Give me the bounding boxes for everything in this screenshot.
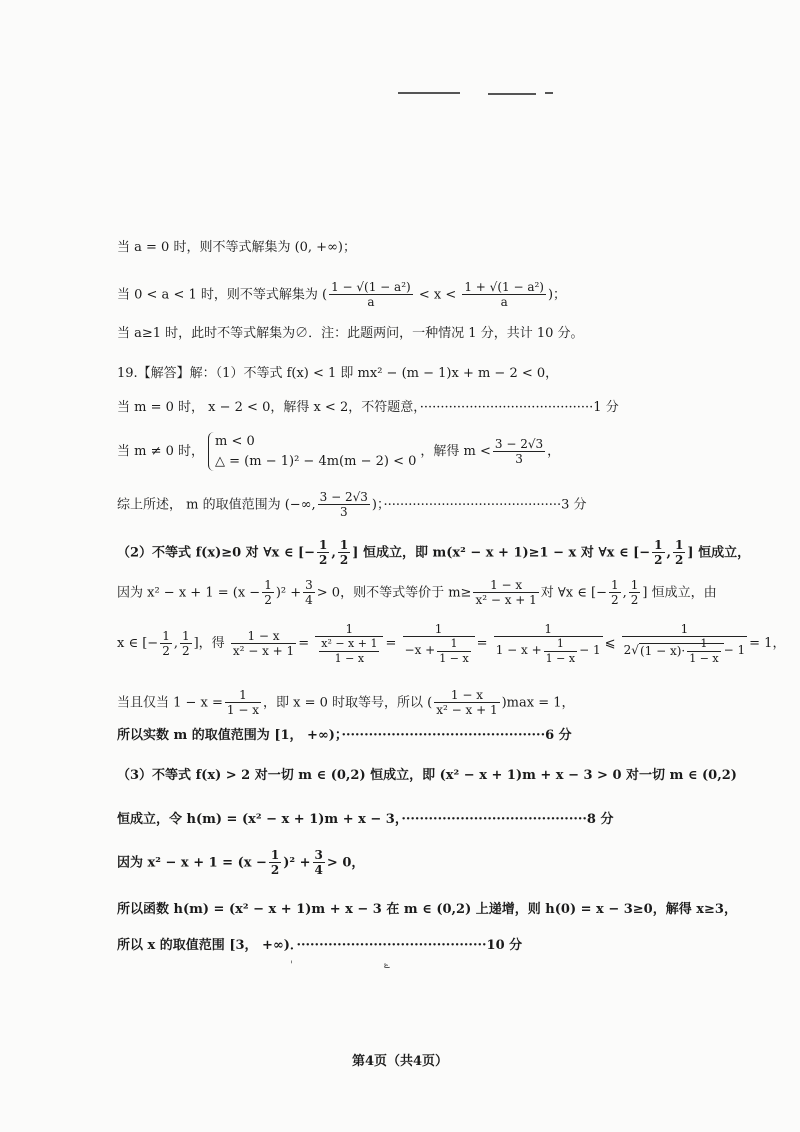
text-fragment: − 1 xyxy=(579,643,601,658)
numerator: 1 xyxy=(315,622,383,637)
text-fragment: )； xyxy=(547,287,567,303)
denominator: 1 − x xyxy=(689,651,719,665)
denominator: 2 xyxy=(319,553,328,568)
text-line xyxy=(117,768,737,784)
fraction xyxy=(652,538,664,568)
fraction xyxy=(434,688,499,718)
numerator: 3 − 2√3 xyxy=(494,436,544,451)
numerator: 1 xyxy=(264,578,272,592)
text-fragment: ，解得 m < xyxy=(420,444,491,459)
denominator: 2 xyxy=(675,553,684,568)
denominator: 4 xyxy=(314,863,323,878)
fraction xyxy=(315,622,383,665)
score-leader: ·············································6 分 xyxy=(341,728,572,743)
text-line-content: （3）不等式 f(x) > 2 对一切 m ∈ (0,2) 恒成立，即 (x² − x + 1)m + x − 3 > 0 对一切 m ∈ (0,2) xyxy=(117,768,737,783)
text-fragment: (1 − x)· xyxy=(639,643,686,658)
fraction xyxy=(493,437,545,467)
text-fragment: （2）不等式 f(x)≥0 对 ∀x ∈ [− xyxy=(117,545,316,561)
numerator: 1 xyxy=(494,622,603,637)
text-fragment: > 0，则不等式等价于 m≥ xyxy=(316,585,472,601)
fraction xyxy=(494,622,603,665)
text-fragment: = 1， xyxy=(749,635,786,651)
fraction xyxy=(303,578,315,608)
fraction xyxy=(437,637,470,664)
denominator: 1 − x xyxy=(334,651,365,665)
denominator: 4 xyxy=(305,593,313,608)
denominator: 2 xyxy=(654,553,663,568)
fraction xyxy=(673,538,685,568)
text-fragment: ] 恒成立， xyxy=(687,545,751,561)
numerator: 1 xyxy=(630,578,639,592)
text-fragment: 所以实数 m 的取值范围为 [1， +∞)； xyxy=(117,728,342,743)
scan-mark xyxy=(488,93,536,95)
denominator: 2 xyxy=(270,863,280,878)
denominator: a xyxy=(500,295,508,310)
fraction xyxy=(473,578,538,608)
scan-mark xyxy=(545,92,553,94)
numerator: 1 xyxy=(225,688,261,703)
equals-sign: = xyxy=(385,635,397,651)
text-fragment: 1 − x + xyxy=(495,643,542,658)
text-line: 因为 x² − x + 1 = (x − $\frac{1}{2}$ )² + $\frac{3}{4}$ > 0，则不等式等价于 m≥ $\frac{1 - x}{\text{x² − x + 1}}$ 对 ∀x ∈ [− $\frac{1}{2}$ , $\frac{1}{2}$ ] 恒成立，由 xyxy=(117,578,717,608)
fraction xyxy=(231,629,296,659)
numerator: 3 xyxy=(314,848,323,862)
numerator: 1 xyxy=(162,628,170,643)
text-line-content: 19.【解答】解：（1）不等式 f(x) < 1 即 mx² − (m − 1)x + m − 2 < 0， xyxy=(117,366,559,381)
fraction xyxy=(262,578,274,608)
denominator xyxy=(315,637,383,664)
text-fragment: 综上所述， m 的取值范围为 (−∞, xyxy=(117,497,316,513)
score-leader: ···········································3 分 xyxy=(383,497,587,513)
numerator: 1 xyxy=(622,622,748,637)
denominator: 2 xyxy=(264,593,272,608)
text-line xyxy=(117,902,737,918)
text-fragment: 当 m ≠ 0 时， xyxy=(117,444,205,459)
score-leader: ··········································1 分 xyxy=(419,400,619,415)
numerator: 1 − x xyxy=(473,578,538,593)
text-line-content: 所以函数 h(m) = (x² − x + 1)m + x − 3 在 m ∈ (0,2) 上递增，则 h(0) = x − 3≥0，解得 x≥3， xyxy=(117,902,737,917)
text-fragment: < x < xyxy=(414,287,461,303)
numerator: 1 xyxy=(181,628,190,643)
denominator: 1 − x xyxy=(226,703,260,718)
text-line-content: 当 a = 0 时，则不等式解集为 (0, +∞)； xyxy=(117,240,356,255)
fraction xyxy=(687,637,720,664)
fraction xyxy=(629,578,641,608)
numerator: 1 xyxy=(544,637,577,651)
numerator: 1 xyxy=(654,538,663,552)
text-line xyxy=(117,400,619,416)
numerator: 1 xyxy=(610,578,619,592)
text-line-content: 当 a≥1 时，此时不等式解集为∅．注：此题两问，一种情况 1 分，共计 10 分。 xyxy=(117,326,584,341)
denominator xyxy=(494,637,603,664)
numerator: 1 xyxy=(687,637,720,651)
denominator: x² − x + 1 xyxy=(436,703,498,718)
denominator: x² − x + 1 xyxy=(475,593,537,608)
numerator: 3 − 2√3 xyxy=(319,490,368,504)
text-line: （2）不等式 f(x)≥0 对 ∀x ∈ [− $\frac{1}{2}$ , $\frac{1}{2}$ ] 恒成立，即 m(x² − x + 1)≥1 − x 对 ∀x ∈ [− $\frac{1}{2}$ , $\frac{1}{2}$ ] 恒成立， xyxy=(117,538,751,568)
text-line xyxy=(117,812,614,828)
fraction xyxy=(160,629,172,659)
text-fragment: > 0， xyxy=(326,855,365,871)
text-line xyxy=(117,938,522,954)
text-fragment: 对 ∀x ∈ [− xyxy=(540,585,607,601)
fraction xyxy=(462,280,546,310)
text-fragment: 恒成立，令 h(m) = (x² − x + 1)m + x − 3， xyxy=(117,812,402,827)
fraction xyxy=(269,848,281,878)
numerator: 1 xyxy=(437,637,470,651)
denominator: 1 − x xyxy=(545,651,576,665)
text-fragment: 因为 x² − x + 1 = (x − xyxy=(117,855,267,871)
fraction xyxy=(317,538,329,568)
text-fragment: ] 恒成立，由 xyxy=(642,585,717,601)
equation-system xyxy=(208,432,416,471)
text-fragment: )² + xyxy=(283,855,311,871)
text-fragment: 2 xyxy=(623,643,632,658)
text-line xyxy=(117,728,572,744)
score-leader: ··········································10 分 xyxy=(296,938,523,953)
numerator: 1 + √(1 − a²) xyxy=(464,280,544,294)
numerator: 1 xyxy=(675,538,684,552)
text-line xyxy=(117,240,356,256)
text-line xyxy=(117,280,566,310)
equals-sign: = xyxy=(298,635,310,651)
denominator xyxy=(403,637,475,664)
numerator: 1 − x xyxy=(434,688,499,703)
text-fragment: x ∈ [− xyxy=(117,635,159,651)
text-fragment: ，即 x = 0 时取等号，所以 ( xyxy=(263,695,433,711)
text-fragment: ， xyxy=(547,444,561,459)
text-fragment: 当 0 < a < 1 时，则不等式解集为 ( xyxy=(117,287,328,303)
denominator: a xyxy=(367,295,375,310)
text-line xyxy=(117,432,560,471)
denominator: 1 − x xyxy=(439,651,469,665)
scan-speck: ' xyxy=(290,960,293,971)
page-footer: 第4页（共4页） xyxy=(351,1054,449,1069)
text-fragment: − 1 xyxy=(723,643,746,658)
question-heading xyxy=(117,366,558,382)
text-line xyxy=(117,326,584,342)
denominator: 2 xyxy=(181,643,190,658)
equation-chain: x ∈ [− $\frac{1}{2}$ , $\frac{1}{2}$ ]，得 $\frac{1 - x}{\text{x² − x + 1}}$ = $\frac{1}{\frac{\text{x² − x + 1}}{1 - x}}$ = 1 −x + $\frac{1}{1 - x}$ = 1 1 − x + $\frac{1}{1 - x}$ − 1 ⩽ 1 2√(1 − x)· $\frac{1}{1 - x}$ − 1 = 1， xyxy=(117,622,786,665)
text-fragment: ]，得 xyxy=(193,635,225,651)
text-fragment: ] 恒成立，即 m(x² − x + 1)≥1 − x 对 ∀x ∈ [− xyxy=(352,545,651,561)
fraction xyxy=(180,629,192,659)
text-fragment: )² + xyxy=(275,585,302,601)
system-row: m < 0 xyxy=(215,434,255,449)
denominator: 3 xyxy=(515,452,523,466)
fraction xyxy=(338,538,350,568)
numerator: 1 xyxy=(403,622,475,637)
fraction xyxy=(318,490,370,520)
text-line xyxy=(117,848,364,878)
denominator: 2 xyxy=(339,553,349,568)
denominator: 3 xyxy=(339,505,348,520)
text-fragment: 所以 x 的取值范围 [3， +∞)． xyxy=(117,938,297,953)
fraction xyxy=(622,622,748,665)
denominator: 2√(1 − x)· $\frac{1}{1 - x}$ − 1 xyxy=(623,637,746,665)
text-fragment: )max = 1， xyxy=(501,695,575,711)
denominator: 2 xyxy=(610,593,619,608)
fraction xyxy=(329,280,413,310)
score-leader: ·········································8 分 xyxy=(401,812,614,827)
scan-mark xyxy=(398,92,460,94)
text-fragment: 因为 x² − x + 1 = (x − xyxy=(117,585,261,601)
text-line xyxy=(117,490,587,520)
text-fragment: −x + xyxy=(404,643,436,658)
system-row: △ = (m − 1)² − 4m(m − 2) < 0 xyxy=(215,453,417,469)
numerator: 1 xyxy=(339,538,349,552)
text-fragment: 当 m = 0 时， x − 2 < 0，解得 x < 2，不符题意， xyxy=(117,400,420,415)
fraction xyxy=(544,637,577,664)
text-fragment: 当且仅当 1 − x = xyxy=(117,695,223,711)
fraction xyxy=(313,848,325,878)
fraction xyxy=(609,578,621,608)
numerator: 1 − x xyxy=(231,629,296,644)
numerator: x² − x + 1 xyxy=(321,637,378,651)
numerator: 3 xyxy=(305,578,313,592)
text-line xyxy=(117,688,575,718)
equals-sign: = xyxy=(476,635,488,651)
denominator: 2 xyxy=(162,643,170,658)
numerator: 1 xyxy=(319,538,328,552)
fraction xyxy=(225,688,261,718)
denominator: x² − x + 1 xyxy=(232,643,295,658)
fraction xyxy=(319,637,379,664)
denominator: 2 xyxy=(630,593,639,608)
numerator: 1 − √(1 − a²) xyxy=(331,280,411,294)
numerator: 1 xyxy=(270,848,280,862)
scan-speck: ݺ xyxy=(384,960,390,971)
le-sign: ⩽ xyxy=(604,635,616,651)
fraction xyxy=(403,622,475,665)
text-fragment: )； xyxy=(371,497,384,513)
